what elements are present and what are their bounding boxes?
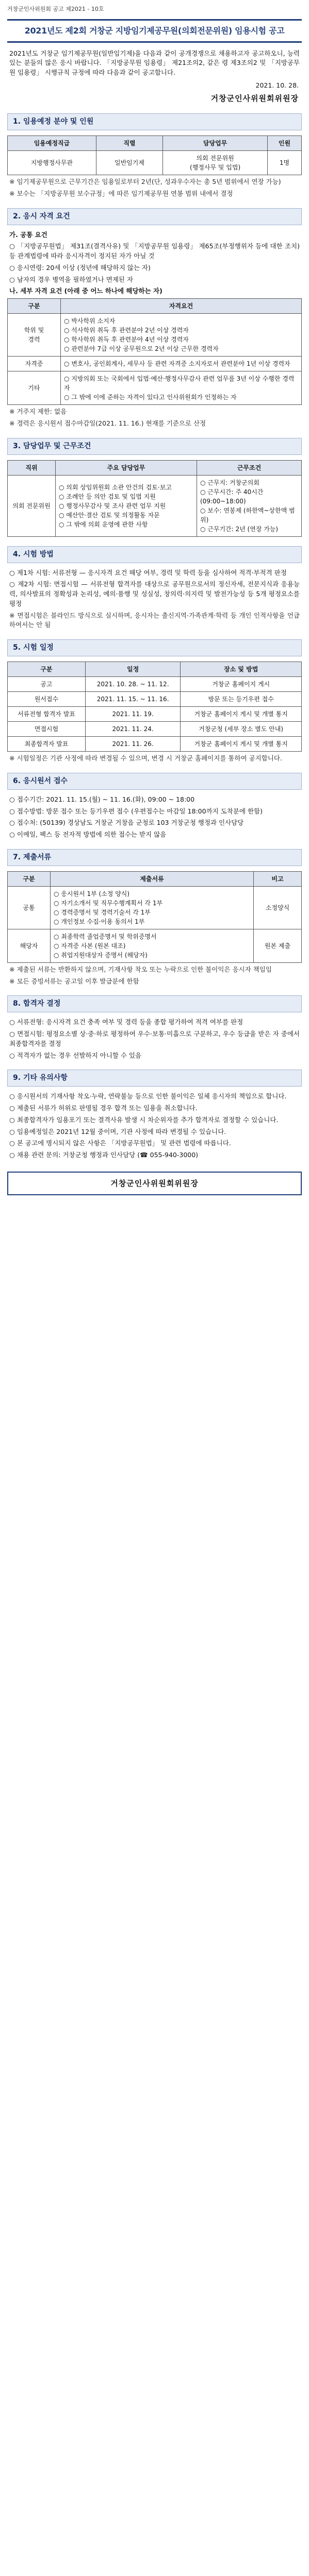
note: ※ 면접시험은 블라인드 방식으로 실시하며, 응시자는 출신지역·가족관계·학력 등 개인 인적사항을 언급하여서는 안 됨 bbox=[9, 611, 300, 629]
table-row bbox=[8, 886, 302, 929]
table-row bbox=[8, 692, 302, 707]
list-item: ○ 접수처: (50139) 경상남도 거창군 거창읍 군청로 103 거창군청 행정과 인사담당 bbox=[9, 819, 244, 827]
section-4-title: 4. 시험 방법 bbox=[7, 546, 302, 563]
table-header: 인원 bbox=[267, 136, 301, 151]
section-8-title: 8. 합격자 결정 bbox=[7, 995, 302, 1012]
table-cell: 학위 및 경력 bbox=[8, 314, 61, 357]
table-cell: 2021. 11. 24. bbox=[85, 722, 180, 737]
table-row bbox=[8, 677, 302, 692]
table-row bbox=[8, 737, 302, 752]
table-cell: 거창군 홈페이지 게시 및 개별 통지 bbox=[181, 737, 302, 752]
note: ※ 보수는 「지방공무원 보수규정」에 따른 임기제공무원 연봉 범위 내에서 결정 bbox=[9, 189, 233, 197]
table-header: 구분 bbox=[8, 662, 86, 677]
note: ※ 임기제공무원으로 근무기간은 임용일로부터 2년(단, 성과우수자는 총 5년 범위에서 연장 가능) bbox=[9, 178, 281, 185]
list-item: ○ 적격자가 없는 경우 선발하지 아니할 수 있음 bbox=[9, 1051, 142, 1059]
section-3-title: 3. 담당업무 및 근무조건 bbox=[7, 438, 302, 455]
list-item: ○ 면접시험: 평정요소별 상·중·하로 평정하여 우수·보통·미흡으로 구분하고, 우수 등급을 받은 자 중에서 최종합격자를 결정 bbox=[9, 1030, 300, 1047]
table-cell: 거창군 홈페이지 게시 bbox=[181, 677, 302, 692]
note: ※ 거주지 제한: 없음 bbox=[9, 408, 67, 415]
table-cell: ○ 응시원서 1부 (소정 양식) ○ 자기소개서 및 직무수행계획서 각 1부 ○ 경력증명서 및 경력기술서 각 1부 ○ 개인정보 수집·이용 동의서 1부 bbox=[51, 886, 254, 929]
table-cell: ○ 의회 상임위원회 소관 안건의 검토·보고 ○ 조례안 등 의안 검토 및 입법 지원 ○ 행정사무감사 및 조사 관련 업무 지원 ○ 예산안·결산 검토 및 의정활동 자문 ○ 그 밖에 의회 운영에 관한 사항 bbox=[56, 475, 197, 536]
table-cell: 의회 전문위원 bbox=[8, 475, 56, 536]
list-item: ○ 임용예정일은 2021년 12월 중이며, 기관 사정에 따라 변경될 수 있습니다. bbox=[9, 1127, 226, 1136]
footer-signer-box bbox=[7, 1172, 302, 1196]
announcement-date: 2021. 10. 28. bbox=[255, 81, 299, 89]
list-item: ○ 제1차 시험: 서류전형 — 응시자격 요건 해당 여부, 경력 및 학력 등을 심사하여 적격·부적격 판정 bbox=[9, 568, 287, 577]
section-7-title: 7. 제출서류 bbox=[7, 849, 302, 866]
table-cell: 2021. 11. 15. ~ 11. 16. bbox=[85, 692, 180, 707]
table-row bbox=[8, 929, 302, 962]
section-1-table bbox=[7, 135, 302, 175]
list-item: ○ 최종합격자가 임용포기 또는 결격사유 발생 시 차순위자를 추가 합격자로 결정할 수 있습니다. bbox=[9, 1115, 279, 1124]
signer: 거창군인사위원회위원장 bbox=[210, 93, 299, 103]
list-item: ○ 접수방법: 방문 접수 또는 등기우편 접수 (우편접수는 마감일 18:00까지 도착분에 한함) bbox=[9, 807, 263, 815]
table-cell: 해당자 bbox=[8, 929, 51, 962]
document bbox=[0, 0, 309, 1195]
list-item: ○ 이메일, 팩스 등 전자적 방법에 의한 접수는 받지 않음 bbox=[9, 831, 167, 838]
section-5-table bbox=[7, 662, 302, 752]
section-1-title: 1. 임용예정 분야 및 인원 bbox=[7, 113, 302, 130]
table-header: 구분 bbox=[8, 871, 51, 886]
table-cell: 거창군청 (세부 장소 별도 안내) bbox=[181, 722, 302, 737]
table-header: 직위 bbox=[8, 460, 56, 475]
note: ※ 시험일정은 기관 사정에 따라 변경될 수 있으며, 변경 시 거창군 홈페이지를 통하여 공지합니다. bbox=[9, 754, 282, 762]
table-header: 자격요건 bbox=[61, 299, 302, 314]
page-title: 2021년도 제2회 거창군 지방임기제공무원(의회전문위원) 임용시험 공고 bbox=[24, 25, 285, 36]
table-cell: 공통 bbox=[8, 886, 51, 929]
table-cell: 소정양식 bbox=[254, 886, 302, 929]
table-cell: ○ 근무지: 거창군의회 ○ 근무시간: 주 40시간 (09:00~18:00) ○ 보수: 연봉제 (하한액~상한액 범위) ○ 근무기간: 2년 (연장 가능) bbox=[197, 475, 302, 536]
table-cell: 서류전형 합격자 발표 bbox=[8, 707, 86, 722]
table-row bbox=[8, 357, 302, 371]
table-row bbox=[8, 475, 302, 536]
table-cell: 면접시험 bbox=[8, 722, 86, 737]
table-header: 구분 bbox=[8, 299, 61, 314]
table-header: 직렬 bbox=[96, 136, 162, 151]
table-cell: 1명 bbox=[267, 151, 301, 175]
table-header: 주요 담당업무 bbox=[56, 460, 197, 475]
list-item: ○ 서류전형: 응시자격 요건 충족 여부 및 경력 등을 종합 평가하여 적격 여부를 판정 bbox=[9, 1018, 243, 1026]
list-item: 나. 세부 자격 요건 (아래 중 어느 하나에 해당하는 자) bbox=[9, 287, 162, 295]
list-item: 가. 공통 요건 bbox=[9, 230, 47, 239]
list-item: ○ 응시연령: 20세 이상 (정년에 해당하지 않는 자) bbox=[9, 263, 151, 272]
table-header: 담당업무 bbox=[163, 136, 268, 151]
table-cell: 공고 bbox=[8, 677, 86, 692]
table-cell: 지방행정사무관 bbox=[8, 151, 96, 175]
note: ※ 경력은 응시원서 접수마감일(2021. 11. 16.) 현재를 기준으로 산정 bbox=[9, 419, 206, 427]
document-number: 거창군인사위원회 공고 제2021 - 10호 bbox=[7, 6, 104, 12]
section-6-title: 6. 응시원서 접수 bbox=[7, 773, 302, 790]
table-header: 비고 bbox=[254, 871, 302, 886]
table-cell: 방문 또는 등기우편 접수 bbox=[181, 692, 302, 707]
table-cell: 기타 bbox=[8, 371, 61, 405]
table-header: 근무조건 bbox=[197, 460, 302, 475]
list-item: ○ 접수기간: 2021. 11. 15.(월) ~ 11. 16.(화), 09:00 ~ 18:00 bbox=[9, 795, 195, 803]
section-3-table bbox=[7, 460, 302, 537]
table-cell: 자격증 bbox=[8, 357, 61, 371]
table-cell: ○ 변호사, 공인회계사, 세무사 등 관련 자격증 소지자로서 관련분야 1년 이상 경력자 bbox=[61, 357, 302, 371]
table-row bbox=[8, 707, 302, 722]
list-item: ○ 제출된 서류가 허위로 판명될 경우 합격 또는 임용을 취소합니다. bbox=[9, 1104, 198, 1112]
table-row bbox=[8, 314, 302, 357]
section-2-table bbox=[7, 298, 302, 405]
list-item: ○ 남자의 경우 병역을 필하였거나 면제된 자 bbox=[9, 275, 134, 283]
table-cell: 2021. 10. 28. ~ 11. 12. bbox=[85, 677, 180, 692]
list-item: ○ 본 공고에 명시되지 않은 사항은 「지방공무원법」 및 관련 법령에 따릅니다. bbox=[9, 1139, 231, 1147]
section-2-title: 2. 응시 자격 요건 bbox=[7, 208, 302, 225]
list-item: ○ 채용 관련 문의: 거창군청 행정과 인사담당 (☎ 055-940-3000) bbox=[9, 1151, 199, 1159]
intro-text: 2021년도 거창군 임기제공무원(일반임기제)을 다음과 같이 공개경쟁으로 채용하고자 공고하오니, 능력 있는 분들의 많은 응시 바랍니다. 「지방공무원 임용령」 제21조의2, 같은 령 제3조의2 및 「지방공무원 임용령」 시행규칙 규정에 따라 다음과 같이 공고합니다. bbox=[9, 49, 300, 76]
table-header: 제출서류 bbox=[51, 871, 254, 886]
section-7-table bbox=[7, 871, 302, 963]
section-5-title: 5. 시험 일정 bbox=[7, 639, 302, 656]
table-cell: ○ 지방의회 또는 국회에서 입법·예산·행정사무감사 관련 업무를 3년 이상 수행한 경력자 ○ 그 밖에 이에 준하는 자격이 있다고 인사위원회가 인정하는 자 bbox=[61, 371, 302, 405]
list-item: ○ 응시원서의 기재사항 착오·누락, 연락불능 등으로 인한 불이익은 일체 응시자의 책임으로 합니다. bbox=[9, 1092, 287, 1100]
title-box bbox=[7, 19, 302, 43]
footer-signer: 거창군인사위원회위원장 bbox=[110, 1178, 199, 1188]
table-cell: 원본 제출 bbox=[254, 929, 302, 962]
table-header: 장소 및 방법 bbox=[181, 662, 302, 677]
list-item: ○ 제2차 시험: 면접시험 — 서류전형 합격자를 대상으로 공무원으로서의 정신자세, 전문지식과 응용능력, 의사발표의 정확성과 논리성, 예의·품행 및 성실성, 창의력·의지력 및 발전가능성 등 5개 평정요소를 평정 bbox=[9, 580, 300, 607]
table-cell: ○ 최종학력 졸업증명서 및 학위증명서 ○ 자격증 사본 (원본 대조) ○ 취업지원대상자 증명서 (해당자) bbox=[51, 929, 254, 962]
table-header: 일정 bbox=[85, 662, 180, 677]
note: ※ 제출된 서류는 반환하지 않으며, 기재사항 착오 또는 누락으로 인한 불이익은 응시자 책임임 bbox=[9, 965, 272, 973]
table-row bbox=[8, 151, 302, 175]
table-row bbox=[8, 722, 302, 737]
note: ※ 모든 증빙서류는 공고일 이후 발급분에 한함 bbox=[9, 977, 139, 985]
table-cell: 2021. 11. 19. bbox=[85, 707, 180, 722]
table-cell: 2021. 11. 26. bbox=[85, 737, 180, 752]
table-row bbox=[8, 371, 302, 405]
table-cell: ○ 박사학위 소지자 ○ 석사학위 취득 후 관련분야 2년 이상 경력자 ○ 학사학위 취득 후 관련분야 4년 이상 경력자 ○ 관련분야 7급 이상 공무원으로 2년 이상 근무한 경력자 bbox=[61, 314, 302, 357]
table-header: 임용예정직급 bbox=[8, 136, 96, 151]
section-9-title: 9. 기타 유의사항 bbox=[7, 1070, 302, 1087]
table-cell: 최종합격자 발표 bbox=[8, 737, 86, 752]
table-cell: 의회 전문위원 (행정사무 및 입법) bbox=[163, 151, 268, 175]
table-cell: 일반임기제 bbox=[96, 151, 162, 175]
table-cell: 원서접수 bbox=[8, 692, 86, 707]
table-cell: 거창군 홈페이지 게시 및 개별 통지 bbox=[181, 707, 302, 722]
list-item: ○ 「지방공무원법」 제31조(결격사유) 및 「지방공무원 임용령」 제65조(부정행위자 등에 대한 조치) 등 관계법령에 따라 응시자격이 정지된 자가 아닐 것 bbox=[9, 242, 300, 260]
